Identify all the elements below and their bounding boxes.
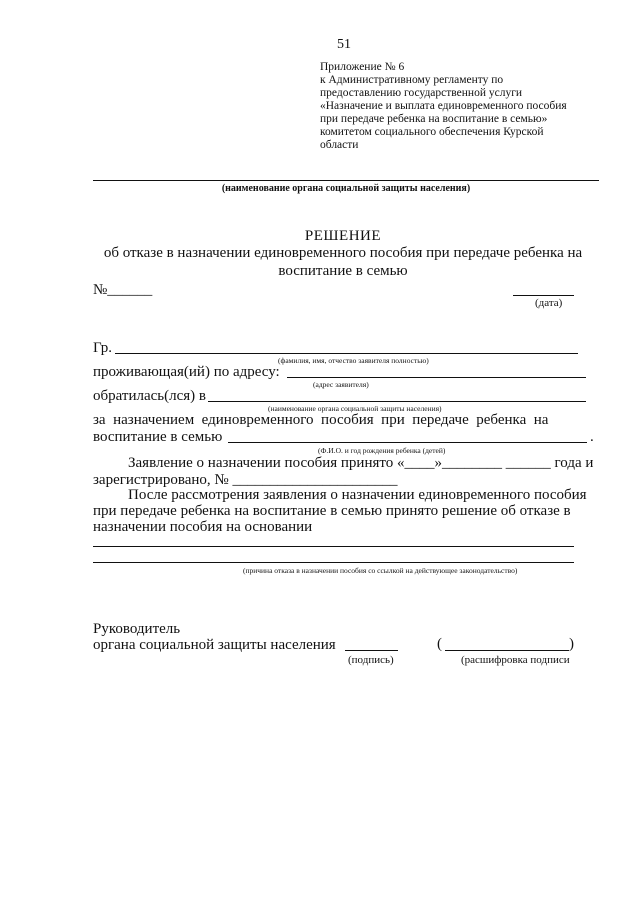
reason-caption: (причина отказа в назначении пособия со ссылкой на действующее законодательство) xyxy=(243,566,518,575)
appendix-line: комитетом социального обеспечения Курской xyxy=(320,126,544,138)
statement-line1: Заявление о назначении пособия принято «____»________ ______ года и xyxy=(128,455,594,471)
purpose-line1: за назначением единовременного пособия при передаче ребенка на xyxy=(93,412,549,428)
date-caption: (дата) xyxy=(535,297,563,309)
applied-label: обратилась(лся) в xyxy=(93,388,206,404)
appendix-line: при передаче ребенка на воспитание в семью» xyxy=(320,113,548,125)
page-number: 51 xyxy=(337,37,351,52)
purpose-line2: воспитание в семью xyxy=(93,429,223,445)
document-subtitle-line1: об отказе в назначении единовременного пособия при передаче ребенка на xyxy=(103,245,583,261)
signature-caption: (подпись) xyxy=(348,654,394,666)
document-subtitle-line2: воспитание в семью xyxy=(278,263,408,279)
child-caption: (Ф.И.О. и год рождения ребенка (детей) xyxy=(318,446,446,455)
signature-decode-field[interactable] xyxy=(445,650,569,651)
org-name-line xyxy=(93,180,599,181)
appendix-line: предоставлению государственной услуги xyxy=(320,87,523,99)
head-title-line2: органа социальной защиты населения xyxy=(93,637,336,653)
decision-line1: После рассмотрения заявления о назначении единовременного пособия xyxy=(128,487,587,503)
decode-open-paren: ( xyxy=(437,636,442,652)
date-field[interactable] xyxy=(513,295,574,296)
reason-field-line2[interactable] xyxy=(93,562,574,563)
org-name-caption: (наименование органа социальной защиты населения) xyxy=(221,183,471,194)
citizen-label: Гр. xyxy=(93,340,112,356)
head-title-line1: Руководитель xyxy=(93,621,181,637)
address-label: проживающая(ий) по адресу: xyxy=(93,364,280,380)
decode-close-paren: ) xyxy=(569,636,574,652)
purpose-end: . xyxy=(590,429,594,445)
statement-line2: зарегистрировано, № ______________________ xyxy=(93,472,398,488)
decision-number-field[interactable]: №______ xyxy=(93,282,153,298)
reason-field-line1[interactable] xyxy=(93,546,574,547)
appendix-line: Приложение № 6 xyxy=(320,61,405,73)
decision-line2: при передаче ребенка на воспитание в семью принято решение об отказе в xyxy=(93,503,571,519)
child-field[interactable] xyxy=(228,442,587,443)
address-field[interactable] xyxy=(287,377,586,378)
signature-field[interactable] xyxy=(345,650,398,651)
citizen-caption: (фамилия, имя, отчество заявителя полностью) xyxy=(278,356,429,365)
appendix-line: «Назначение и выплата единовременного пособия xyxy=(320,100,567,112)
citizen-name-field[interactable] xyxy=(115,353,578,354)
applied-org-field[interactable] xyxy=(208,401,586,402)
appendix-line: области xyxy=(320,139,359,151)
signature-decode-caption: (расшифровка подписи xyxy=(461,654,570,666)
document-title: РЕШЕНИЕ xyxy=(304,228,382,244)
address-caption: (адрес заявителя) xyxy=(313,380,369,389)
applied-caption: (наименование органа социальной защиты населения) xyxy=(268,404,442,413)
decision-line3: назначении пособия на основании xyxy=(93,519,313,535)
appendix-block xyxy=(320,61,567,152)
appendix-line: к Административному регламенту по xyxy=(320,74,504,86)
